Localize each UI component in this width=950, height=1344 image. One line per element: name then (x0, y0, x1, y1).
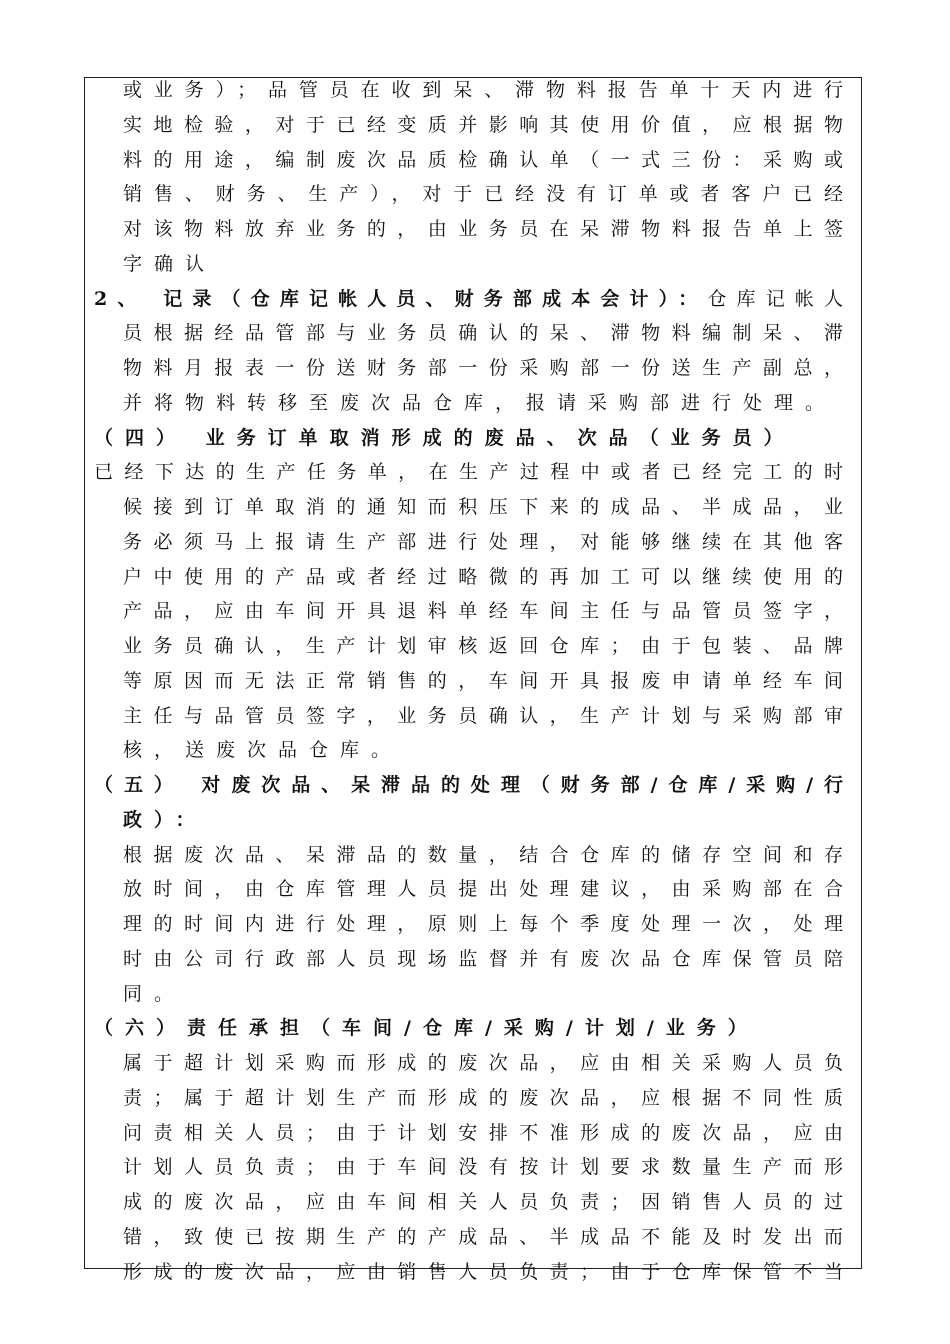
text-line (0, 872, 950, 907)
text-line (0, 108, 950, 143)
line-text: 主任与品管员签字，业务员确认，生产计划与采购部审 (123, 704, 843, 727)
text-line (0, 977, 950, 1012)
line-text: 并将物料转移至废次品仓库，报请采购部进行处理。 (123, 391, 837, 414)
text-line (0, 699, 950, 734)
text-line (0, 768, 950, 803)
line-text: 实地检验，对于已经变质并影响其使用价值，应根据物 (123, 113, 843, 136)
text-line (0, 143, 950, 178)
line-text: 员根据经品管部与业务员确认的呆、滞物料编制呆、滞 (123, 322, 843, 345)
text-line (0, 212, 950, 247)
text-line (0, 421, 950, 456)
line-text: 责；属于超计划生产而形成的废次品，应根据不同性质 (123, 1086, 843, 1109)
line-text: 务必须马上报请生产部进行处理，对能够继续在其他客 (123, 530, 843, 553)
text-line (0, 525, 950, 560)
text-line (0, 803, 950, 838)
text-line (0, 838, 950, 873)
line-text: 销售、财务、生产），对于已经没有订单或者客户已经 (123, 183, 843, 206)
line-text: 核，送废次品仓库。 (123, 739, 403, 762)
line-text: 或业务）；品管员在收到呆、滞物料报告单十天内进行 (123, 79, 843, 101)
line-text: 理的时间内进行处理，原则上每个季度处理一次，处理 (123, 913, 843, 935)
line-text: （五） 对废次品、呆滞品的处理（财务部/仓库/采购/行 (94, 774, 843, 796)
line-text: 时由公司行政部人员现场监督并有废次品仓库保管员陪 (123, 947, 843, 970)
line-text: 2、 记录（仓库记帐人员、财务部成本会计）：仓库记帐人 (94, 287, 843, 310)
line-text: 料的用途，编制废次品质检确认单（一式三份：采购或 (123, 148, 843, 171)
text-line (0, 594, 950, 629)
line-text: 形成的废次品，应由销售人员负责；由于仓库保管不当 (123, 1260, 843, 1283)
text-line (0, 282, 950, 317)
text-line (0, 629, 950, 664)
line-text: 字确认 (123, 252, 217, 275)
line-text: 属于超计划采购而形成的废次品，应由相关采购人员负 (123, 1052, 843, 1074)
line-text: 放时间，由仓库管理人员提出处理建议，由采购部在合 (123, 878, 843, 901)
line-text: 等原因而无法正常销售的，车间开具报废申请单经车间 (123, 669, 843, 692)
text-line (0, 351, 950, 386)
text-line (0, 490, 950, 525)
text-line (0, 247, 950, 282)
line-text: 问责相关人员；由于计划安排不准形成的废次品，应由 (123, 1121, 843, 1144)
line-text: 根据废次品、呆滞品的数量，结合仓库的储存空间和存 (123, 843, 843, 866)
text-line (0, 664, 950, 699)
text-line (0, 386, 950, 421)
line-text: 成的废次品，应由车间相关人员负责；因销售人员的过 (123, 1191, 843, 1213)
line-text: 计划人员负责；由于车间没有按计划要求数量生产而形 (123, 1156, 843, 1179)
text-line (0, 1116, 950, 1151)
line-text: 已经下达的生产任务单，在生产过程中或者已经完工的时 (94, 461, 843, 484)
line-text: 业务员确认，生产计划审核返回仓库；由于包装、品牌 (123, 635, 843, 657)
text-line (0, 1255, 950, 1290)
line-text: 户中使用的产品或者经过略微的再加工可以继续使用的 (123, 565, 843, 588)
line-text: 同。 (123, 982, 186, 1005)
line-text: 产品，应由车间开具退料单经车间主任与品管员签字， (123, 600, 843, 623)
text-line (0, 1046, 950, 1081)
line-text: （四） 业务订单取消形成的废品、次品（业务员） (94, 426, 795, 449)
text-line (0, 942, 950, 977)
line-text: 候接到订单取消的通知而积压下来的成品、半成品，业 (123, 496, 843, 518)
text-line (0, 560, 950, 595)
text-line (0, 733, 950, 768)
line-text: 物料月报表一份送财务部一份采购部一份送生产副总， (123, 357, 843, 379)
text-line (0, 1011, 950, 1046)
line-text: （六）责任承担（车间/仓库/采购/计划/业务） (94, 1017, 759, 1040)
text-line (0, 1185, 950, 1220)
text-line (0, 177, 950, 212)
text-line (0, 1081, 950, 1116)
text-line (0, 316, 950, 351)
text-line (0, 1220, 950, 1255)
text-line (0, 455, 950, 490)
text-line (0, 1150, 950, 1185)
text-line (0, 73, 950, 108)
line-text: 错，致使已按期生产的产成品、半成品不能及时发出而 (123, 1225, 843, 1248)
line-text: 政）： (123, 808, 207, 831)
line-text: 对该物料放弃业务的，由业务员在呆滞物料报告单上签 (123, 218, 843, 240)
text-line (0, 907, 950, 942)
